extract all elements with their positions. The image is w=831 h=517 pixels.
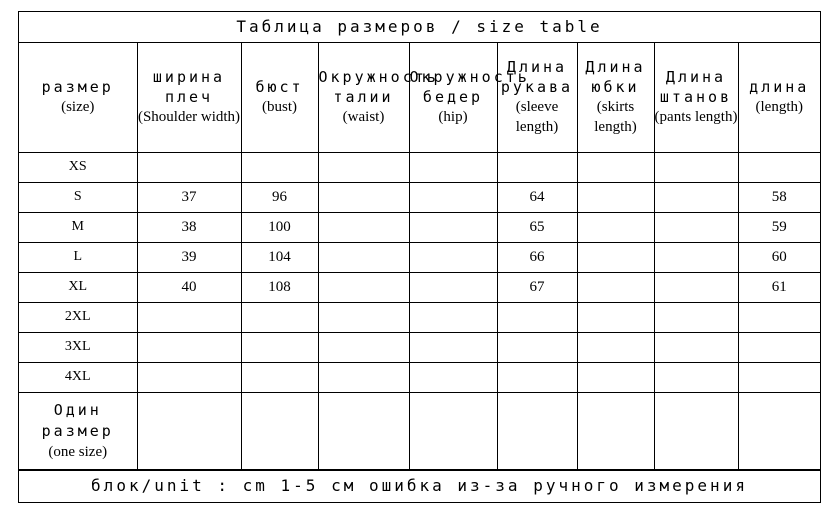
size-label: XS — [19, 152, 137, 182]
table-cell — [577, 242, 654, 272]
table-cell — [738, 362, 820, 392]
table-cell: 67 — [497, 272, 577, 302]
table-cell — [654, 182, 738, 212]
table-cell — [409, 182, 497, 212]
table-cell: 58 — [738, 182, 820, 212]
table-cell — [738, 392, 820, 470]
table-cell: 60 — [738, 242, 820, 272]
table-cell: 65 — [497, 212, 577, 242]
table-cell — [497, 392, 577, 470]
table-cell — [738, 152, 820, 182]
header-size: размер (size) — [19, 43, 137, 152]
table-cell — [318, 212, 409, 242]
table-cell: 39 — [137, 242, 241, 272]
table-cell — [318, 392, 409, 470]
size-label: M — [19, 212, 137, 242]
table-cell — [318, 302, 409, 332]
table-cell — [654, 152, 738, 182]
table-cell — [409, 362, 497, 392]
table-cell — [654, 332, 738, 362]
table-cell — [654, 362, 738, 392]
table-row — [19, 362, 820, 392]
table-cell — [137, 152, 241, 182]
table-cell — [497, 302, 577, 332]
table-cell — [577, 152, 654, 182]
table-cell — [318, 152, 409, 182]
table-cell — [241, 392, 318, 470]
header-bust: бюст (bust) — [241, 43, 318, 152]
table-cell: 37 — [137, 182, 241, 212]
table-row — [19, 212, 820, 242]
size-label: XL — [19, 272, 137, 302]
table-cell — [577, 182, 654, 212]
table-cell: 100 — [241, 212, 318, 242]
header-pants: Длина штанов (pants length) — [654, 43, 738, 152]
header-waist: Окружность талии (waist) — [318, 43, 409, 152]
table-cell — [654, 272, 738, 302]
size-label: L — [19, 242, 137, 272]
header-hip: Окружность бедер (hip) — [409, 43, 497, 152]
table-cell — [654, 302, 738, 332]
table-cell — [577, 392, 654, 470]
table-cell — [577, 332, 654, 362]
table-cell — [409, 392, 497, 470]
table-cell — [137, 332, 241, 362]
table-cell: 59 — [738, 212, 820, 242]
table-cell — [409, 242, 497, 272]
table-cell — [137, 302, 241, 332]
table-cell — [654, 392, 738, 470]
size-label: S — [19, 182, 137, 212]
table-cell — [318, 182, 409, 212]
table-cell — [497, 332, 577, 362]
table-row — [19, 242, 820, 272]
table-cell — [409, 302, 497, 332]
table-cell — [497, 152, 577, 182]
table-cell: 66 — [497, 242, 577, 272]
table-cell: 108 — [241, 272, 318, 302]
one-size-row — [19, 392, 820, 470]
size-table-frame — [18, 11, 821, 503]
table-title: Таблица размеров / size table — [19, 12, 820, 43]
table-row — [19, 182, 820, 212]
table-row — [19, 332, 820, 362]
header-shoulder: ширина плеч (Shoulder width) — [137, 43, 241, 152]
table-cell — [577, 212, 654, 242]
size-table — [19, 43, 820, 471]
table-cell — [409, 272, 497, 302]
table-cell — [241, 332, 318, 362]
table-cell — [241, 152, 318, 182]
table-cell — [409, 332, 497, 362]
table-cell — [738, 302, 820, 332]
table-cell — [497, 362, 577, 392]
table-cell — [318, 362, 409, 392]
table-cell — [241, 362, 318, 392]
table-cell: 40 — [137, 272, 241, 302]
table-cell: 61 — [738, 272, 820, 302]
header-skirts: Длина юбки (skirts length) — [577, 43, 654, 152]
table-cell — [654, 212, 738, 242]
table-cell — [137, 392, 241, 470]
table-cell — [577, 362, 654, 392]
table-cell — [241, 302, 318, 332]
size-label: 2XL — [19, 302, 137, 332]
table-row — [19, 302, 820, 332]
table-cell: 38 — [137, 212, 241, 242]
table-cell: 96 — [241, 182, 318, 212]
table-cell — [577, 272, 654, 302]
header-length: длина (length) — [738, 43, 820, 152]
size-label: 4XL — [19, 362, 137, 392]
footer-note: блок/unit : cm 1-5 см ошибка из-за ручного измерения — [19, 469, 820, 502]
table-cell — [137, 362, 241, 392]
header-sleeve: Длина рукава (sleeve length) — [497, 43, 577, 152]
header-row — [19, 43, 820, 152]
one-size-label: Один размер (one size) — [19, 392, 137, 470]
table-cell — [654, 242, 738, 272]
table-row — [19, 272, 820, 302]
table-cell — [318, 332, 409, 362]
size-label: 3XL — [19, 332, 137, 362]
table-cell — [409, 212, 497, 242]
table-cell — [318, 272, 409, 302]
table-cell — [577, 302, 654, 332]
table-cell — [738, 332, 820, 362]
table-cell: 104 — [241, 242, 318, 272]
table-cell: 64 — [497, 182, 577, 212]
table-cell — [409, 152, 497, 182]
table-row — [19, 152, 820, 182]
table-cell — [318, 242, 409, 272]
